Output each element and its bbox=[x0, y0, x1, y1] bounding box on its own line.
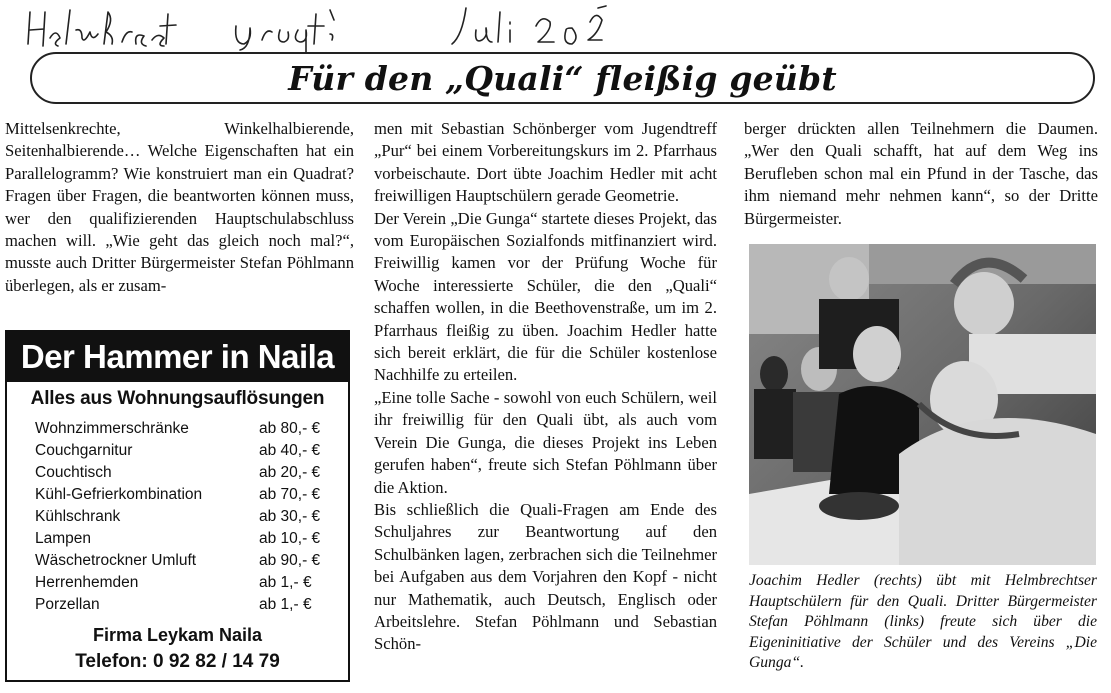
ad-item-price: ab 1,- € bbox=[259, 596, 312, 613]
ad-subheadline: Alles aus Wohnungsauflösungen bbox=[30, 388, 325, 409]
ad-headline: Der Hammer in Naila bbox=[7, 332, 348, 382]
ad-item bbox=[7, 464, 348, 486]
ad-item bbox=[7, 596, 348, 618]
ad-item-name: Wäschetrockner Umluft bbox=[35, 552, 197, 569]
ad-price-list bbox=[7, 420, 348, 618]
paragraph: berger drückten allen Teilnehmern die Daumen. „Wer den Quali schafft, hat auf dem Weg ins Berufleben schon mal ein Pfund in der Tasche, das ihm niemand mehr nehmen kann“, so der Dritte Bürgermeister. bbox=[744, 119, 1098, 228]
ad-item-price: ab 1,- € bbox=[259, 574, 312, 591]
ad-item bbox=[7, 508, 348, 530]
ad-item-name: Herrenhemden bbox=[35, 574, 139, 591]
ad-item-price: ab 40,- € bbox=[259, 442, 321, 459]
ad-item bbox=[7, 420, 348, 442]
headline: Für den „Quali“ fleißig geübt bbox=[288, 58, 837, 98]
photo-caption: Joachim Hedler (rechts) übt mit Helmbrechtser Hauptschülern für den Quali. Dritter Bürgermeister Stefan Pöhlmann (links) freute sich über die Eigeninitiative der Schüler und des Vereins „Die Gunga“. bbox=[749, 572, 1097, 671]
ad-firm: Firma Leykam Naila bbox=[92, 625, 263, 645]
headline-banner bbox=[30, 52, 1095, 104]
paragraph: Der Verein „Die Gunga“ startete dieses Projekt, das vom Europäischen Sozialfonds mitfinanziert wird. Freiwillig kamen vor der Prüfung Woche für Woche interessierte Schüler, die den „Quali“ schaffen wollen, in die Beethovenstraße, um im 2. Pfarrhaus fleißig zu üben. Joachim Hedler hatte sich bereit erklärt, die für die Schüler kostenlose Nachhilfe zu erteilen. bbox=[374, 208, 717, 385]
ad-item bbox=[7, 552, 348, 574]
classroom-photo bbox=[749, 244, 1096, 565]
ad-item bbox=[7, 442, 348, 464]
paragraph: men mit Sebastian Schönberger vom Jugendtreff „Pur“ bei einem Vorbereitungskurs im 2. Pfarrhaus vorbeischaute. Dort übte Joachim Hedler mit acht freiwilligen Hauptschülern gerade Geometrie. bbox=[374, 119, 717, 206]
ad-phone: Telefon: 0 92 82 / 14 79 bbox=[75, 651, 280, 672]
article-column-3 bbox=[744, 118, 1098, 230]
ad-item-price: ab 80,- € bbox=[259, 420, 321, 437]
ad-item-price: ab 10,- € bbox=[259, 530, 321, 547]
ad-item bbox=[7, 574, 348, 596]
ad-item bbox=[7, 530, 348, 552]
ad-item-name: Kühlschrank bbox=[35, 508, 121, 525]
paragraph: Bis schließlich die Quali-Fragen am Ende des Schuljahres zur Beantwortung auf den Schulbänken lagen, zerbrachen sich die Teilnehmer bei Aufgaben aus dem Vorjahren den Kopf - nicht nur Mathematik, auch Deutsch, Englisch oder Arbeitslehre. Stefan Pöhlmann und Sebastian Schön- bbox=[374, 499, 717, 654]
ad-item-name: Kühl-Gefrierkombination bbox=[35, 486, 203, 503]
ad-item-name: Couchtisch bbox=[35, 464, 112, 481]
advertisement bbox=[5, 330, 350, 682]
article-column-1 bbox=[5, 118, 354, 297]
ad-item-price: ab 30,- € bbox=[259, 508, 321, 525]
paragraph: Mittelsenkrechte, Winkelhalbierende, Seitenhalbierende… Welche Eigenschaften hat ein Parallelogramm? Wie konstruiert man ein Quadrat? Fragen über Fragen, die beantworten können muss, wer den qualifizierenden Hauptschulabschluss machen will. „Wie geht das gleich noch mal?“, musste auch Dritter Bürgermeister Stefan Pöhlmann überlegen, als er zusam- bbox=[5, 119, 354, 295]
ad-item-price: ab 70,- € bbox=[259, 486, 321, 503]
ad-item-name: Couchgarnitur bbox=[35, 442, 133, 459]
ad-item-name: Wohnzimmerschränke bbox=[35, 420, 189, 437]
ad-item-name: Porzellan bbox=[35, 596, 100, 613]
article-column-2 bbox=[374, 118, 717, 656]
paragraph: „Eine tolle Sache - sowohl von euch Schülern, weil ihr freiwillig für den Quali übt, als auch vom Verein Die Gunga, die dieses Projekt ins Leben gerufen haben“, freute sich Stefan Pöhlmann über die Aktion. bbox=[374, 387, 717, 497]
ad-item-price: ab 20,- € bbox=[259, 464, 321, 481]
ad-item-name: Lampen bbox=[35, 530, 92, 547]
ad-item bbox=[7, 486, 348, 508]
ad-item-price: ab 90,- € bbox=[259, 552, 321, 569]
